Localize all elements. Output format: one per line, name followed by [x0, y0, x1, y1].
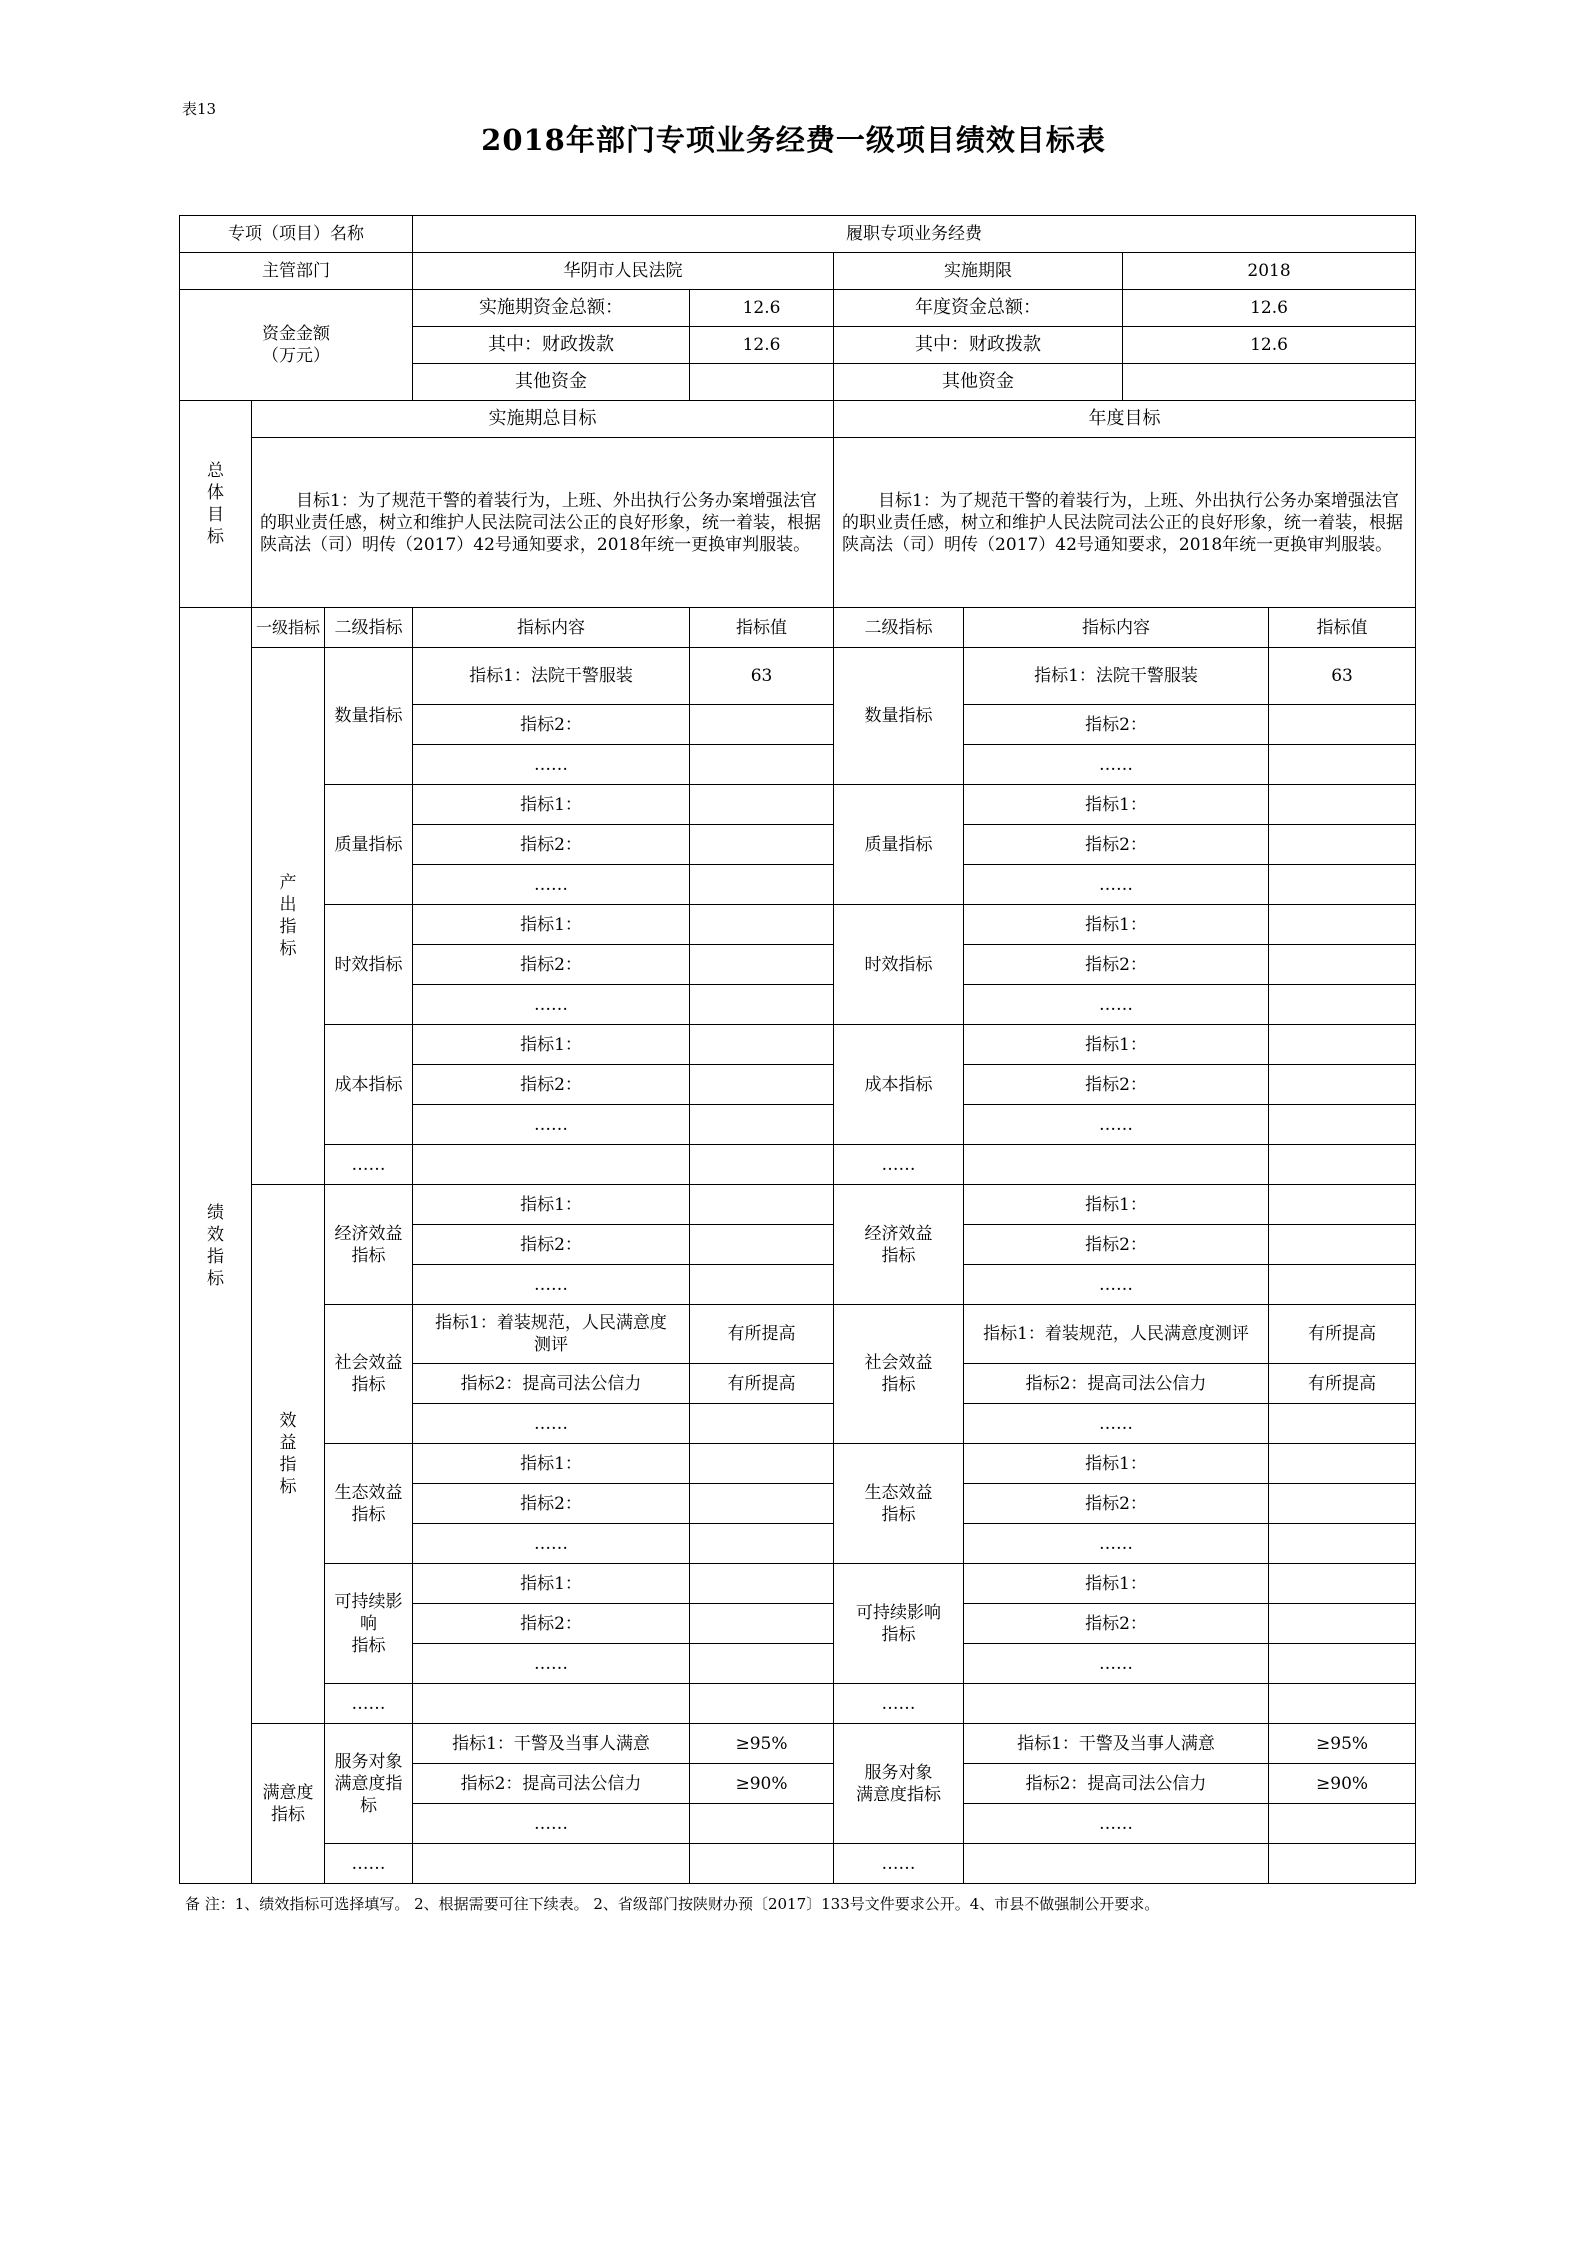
cost-val3-left — [690, 1105, 834, 1145]
project-name-label: 专项（项目）名称 — [180, 216, 413, 253]
eco-val2-right — [1269, 1484, 1416, 1524]
header-value-left: 指标值 — [690, 608, 834, 648]
effect-indicator-label: 效 益 指 标 — [252, 1185, 325, 1724]
annual-goal-header: 年度目标 — [834, 401, 1416, 438]
service-ind2-right: 指标2：提高司法公信力 — [964, 1764, 1269, 1804]
quantity-val2-left — [690, 705, 834, 745]
timeliness-label-right: 时效指标 — [834, 905, 964, 1025]
quantity-val1-left: 63 — [690, 648, 834, 705]
impl-total-value: 12.6 — [690, 290, 834, 327]
timeliness-ind2-right: 指标2： — [964, 945, 1269, 985]
output-more-content-left — [413, 1145, 690, 1185]
timeliness-val2-right — [1269, 945, 1416, 985]
annual-fiscal-label: 其中：财政拨款 — [834, 327, 1123, 364]
header-level2-right: 二级指标 — [834, 608, 964, 648]
economic-ind2-right: 指标2： — [964, 1225, 1269, 1265]
cost-val2-left — [690, 1065, 834, 1105]
quality-ellipsis-right: …… — [964, 865, 1269, 905]
performance-indicator-side-label: 绩 效 指 标 — [180, 608, 252, 1884]
economic-val1-left — [690, 1185, 834, 1225]
satisfaction-more-value-right — [1269, 1844, 1416, 1884]
service-val2-left: ≥90% — [690, 1764, 834, 1804]
cost-val1-right — [1269, 1025, 1416, 1065]
impl-fiscal-value: 12.6 — [690, 327, 834, 364]
sustain-ellipsis-right: …… — [964, 1644, 1269, 1684]
quantity-label-left: 数量指标 — [325, 648, 413, 785]
timeliness-label-left: 时效指标 — [325, 905, 413, 1025]
annual-fiscal-value: 12.6 — [1123, 327, 1416, 364]
quality-ind1-left: 指标1： — [413, 785, 690, 825]
social-val2-left: 有所提高 — [690, 1364, 834, 1404]
social-val1-right: 有所提高 — [1269, 1305, 1416, 1364]
output-more-right: …… — [834, 1145, 964, 1185]
cost-ind2-right: 指标2： — [964, 1065, 1269, 1105]
satisfaction-indicator-label: 满意度 指标 — [252, 1724, 325, 1884]
eco-label-right: 生态效益 指标 — [834, 1444, 964, 1564]
sustain-val1-left — [690, 1564, 834, 1604]
sustain-val3-right — [1269, 1644, 1416, 1684]
cost-label-right: 成本指标 — [834, 1025, 964, 1145]
department-value: 华阴市人民法院 — [413, 253, 834, 290]
social-val3-right — [1269, 1404, 1416, 1444]
sustain-val2-left — [690, 1604, 834, 1644]
timeliness-ind1-left: 指标1： — [413, 905, 690, 945]
satisfaction-more-left: …… — [325, 1844, 413, 1884]
quantity-ellipsis-right: …… — [964, 745, 1269, 785]
annual-goal-text: 目标1：为了规范干警的着装行为，上班、外出执行公务办案增强法官的职业责任感，树立和维护人民法院司法公正的良好形象，统一着装，根据陕高法（司）明传（2017）42号通知要求，2018年统一更换审判服装。 — [834, 438, 1416, 608]
eco-val2-left — [690, 1484, 834, 1524]
sustain-ind1-right: 指标1： — [964, 1564, 1269, 1604]
economic-val2-left — [690, 1225, 834, 1265]
impl-goal-header: 实施期总目标 — [252, 401, 834, 438]
quality-label-left: 质量指标 — [325, 785, 413, 905]
eco-ind1-left: 指标1： — [413, 1444, 690, 1484]
social-ind1-right: 指标1：着装规范，人民满意度测评 — [964, 1305, 1269, 1364]
sustain-ind2-right: 指标2： — [964, 1604, 1269, 1644]
service-val3-left — [690, 1804, 834, 1844]
project-name-value: 履职专项业务经费 — [413, 216, 1416, 253]
sustain-ind2-left: 指标2： — [413, 1604, 690, 1644]
economic-ellipsis-left: …… — [413, 1265, 690, 1305]
quality-val3-right — [1269, 865, 1416, 905]
department-label: 主管部门 — [180, 253, 413, 290]
timeliness-ind2-left: 指标2： — [413, 945, 690, 985]
quantity-ind2-left: 指标2： — [413, 705, 690, 745]
quantity-ind2-right: 指标2： — [964, 705, 1269, 745]
quantity-ellipsis-left: …… — [413, 745, 690, 785]
eco-ellipsis-left: …… — [413, 1524, 690, 1564]
service-val1-right: ≥95% — [1269, 1724, 1416, 1764]
quality-ind2-right: 指标2： — [964, 825, 1269, 865]
quantity-val2-right — [1269, 705, 1416, 745]
quantity-ind1-left: 指标1：法院干警服装 — [413, 648, 690, 705]
effect-more-value-left — [690, 1684, 834, 1724]
quality-val2-right — [1269, 825, 1416, 865]
social-ellipsis-left: …… — [413, 1404, 690, 1444]
service-ind1-left: 指标1：干警及当事人满意 — [413, 1724, 690, 1764]
timeliness-val3-right — [1269, 985, 1416, 1025]
timeliness-ind1-right: 指标1： — [964, 905, 1269, 945]
service-ellipsis-left: …… — [413, 1804, 690, 1844]
page-title: 2018年部门专项业务经费一级项目绩效目标表 — [481, 123, 1106, 157]
header-value-right: 指标值 — [1269, 608, 1416, 648]
quality-ind1-right: 指标1： — [964, 785, 1269, 825]
economic-ind1-right: 指标1： — [964, 1185, 1269, 1225]
social-val2-right: 有所提高 — [1269, 1364, 1416, 1404]
quantity-label-right: 数量指标 — [834, 648, 964, 785]
satisfaction-more-content-left — [413, 1844, 690, 1884]
service-val2-right: ≥90% — [1269, 1764, 1416, 1804]
eco-ellipsis-right: …… — [964, 1524, 1269, 1564]
header-level2-left: 二级指标 — [325, 608, 413, 648]
effect-more-value-right — [1269, 1684, 1416, 1724]
header-content-left: 指标内容 — [413, 608, 690, 648]
service-ind2-left: 指标2：提高司法公信力 — [413, 1764, 690, 1804]
economic-val3-right — [1269, 1265, 1416, 1305]
sustain-val3-left — [690, 1644, 834, 1684]
quantity-val1-right: 63 — [1269, 648, 1416, 705]
social-label-left: 社会效益 指标 — [325, 1305, 413, 1444]
quality-label-right: 质量指标 — [834, 785, 964, 905]
fund-amount-label: 资金金额 （万元） — [180, 290, 413, 401]
economic-val2-right — [1269, 1225, 1416, 1265]
eco-val3-right — [1269, 1524, 1416, 1564]
quality-val2-left — [690, 825, 834, 865]
eco-label-left: 生态效益 指标 — [325, 1444, 413, 1564]
timeliness-val2-left — [690, 945, 834, 985]
cost-ellipsis-left: …… — [413, 1105, 690, 1145]
timeliness-val3-left — [690, 985, 834, 1025]
quality-val3-left — [690, 865, 834, 905]
service-val1-left: ≥95% — [690, 1724, 834, 1764]
impl-fiscal-label: 其中：财政拨款 — [413, 327, 690, 364]
header-content-right: 指标内容 — [964, 608, 1269, 648]
effect-more-right: …… — [834, 1684, 964, 1724]
sustain-val1-right — [1269, 1564, 1416, 1604]
service-val3-right — [1269, 1804, 1416, 1844]
social-ind1-left: 指标1：着装规范，人民满意度 测评 — [413, 1305, 690, 1364]
cost-ind1-left: 指标1： — [413, 1025, 690, 1065]
impl-total-label: 实施期资金总额： — [413, 290, 690, 327]
economic-val3-left — [690, 1265, 834, 1305]
eco-val3-left — [690, 1524, 834, 1564]
output-more-content-right — [964, 1145, 1269, 1185]
timeliness-val1-right — [1269, 905, 1416, 945]
sustain-ind1-left: 指标1： — [413, 1564, 690, 1604]
economic-ind1-left: 指标1： — [413, 1185, 690, 1225]
sustain-ellipsis-left: …… — [413, 1644, 690, 1684]
annual-other-value — [1123, 364, 1416, 401]
header-level1: 一级指标 — [252, 608, 325, 648]
quality-ellipsis-left: …… — [413, 865, 690, 905]
service-label-right: 服务对象 满意度指标 — [834, 1724, 964, 1844]
eco-ind2-right: 指标2： — [964, 1484, 1269, 1524]
cost-ellipsis-right: …… — [964, 1105, 1269, 1145]
timeliness-ellipsis-left: …… — [413, 985, 690, 1025]
performance-goal-table — [179, 215, 1416, 1884]
timeliness-ellipsis-right: …… — [964, 985, 1269, 1025]
effect-more-content-right — [964, 1684, 1269, 1724]
quality-val1-right — [1269, 785, 1416, 825]
satisfaction-more-content-right — [964, 1844, 1269, 1884]
output-more-value-left — [690, 1145, 834, 1185]
social-ind2-right: 指标2：提高司法公信力 — [964, 1364, 1269, 1404]
economic-val1-right — [1269, 1185, 1416, 1225]
period-label: 实施期限 — [834, 253, 1123, 290]
table-number-label: 表13 — [182, 100, 217, 118]
annual-total-value: 12.6 — [1123, 290, 1416, 327]
social-val3-left — [690, 1404, 834, 1444]
cost-ind1-right: 指标1： — [964, 1025, 1269, 1065]
economic-label-right: 经济效益 指标 — [834, 1185, 964, 1305]
service-ind1-right: 指标1：干警及当事人满意 — [964, 1724, 1269, 1764]
period-value: 2018 — [1123, 253, 1416, 290]
service-ellipsis-right: …… — [964, 1804, 1269, 1844]
eco-val1-right — [1269, 1444, 1416, 1484]
satisfaction-more-right: …… — [834, 1844, 964, 1884]
output-more-left: …… — [325, 1145, 413, 1185]
eco-ind2-left: 指标2： — [413, 1484, 690, 1524]
timeliness-val1-left — [690, 905, 834, 945]
effect-more-content-left — [413, 1684, 690, 1724]
cost-ind2-left: 指标2： — [413, 1065, 690, 1105]
quality-ind2-left: 指标2： — [413, 825, 690, 865]
output-indicator-label: 产 出 指 标 — [252, 648, 325, 1185]
eco-ind1-right: 指标1： — [964, 1444, 1269, 1484]
annual-other-label: 其他资金 — [834, 364, 1123, 401]
quantity-val3-right — [1269, 745, 1416, 785]
eco-val1-left — [690, 1444, 834, 1484]
impl-goal-text: 目标1：为了规范干警的着装行为，上班、外出执行公务办案增强法官的职业责任感，树立和维护人民法院司法公正的良好形象，统一着装，根据陕高法（司）明传（2017）42号通知要求，2018年统一更换审判服装。 — [252, 438, 834, 608]
social-val1-left: 有所提高 — [690, 1305, 834, 1364]
cost-val2-right — [1269, 1065, 1416, 1105]
impl-other-label: 其他资金 — [413, 364, 690, 401]
quantity-val3-left — [690, 745, 834, 785]
economic-label-left: 经济效益 指标 — [325, 1185, 413, 1305]
social-ind2-left: 指标2：提高司法公信力 — [413, 1364, 690, 1404]
effect-more-left: …… — [325, 1684, 413, 1724]
social-ellipsis-right: …… — [964, 1404, 1269, 1444]
cost-val1-left — [690, 1025, 834, 1065]
sustain-val2-right — [1269, 1604, 1416, 1644]
output-more-value-right — [1269, 1145, 1416, 1185]
social-label-right: 社会效益 指标 — [834, 1305, 964, 1444]
cost-val3-right — [1269, 1105, 1416, 1145]
sustain-label-left: 可持续影 响 指标 — [325, 1564, 413, 1684]
service-label-left: 服务对象 满意度指 标 — [325, 1724, 413, 1844]
footnote: 备 注：1、绩效指标可选择填写。 2、根据需要可往下续表。 2、省级部门按陕财办预〔2017〕133号文件要求公开。4、市县不做强制公开要求。 — [185, 1895, 1160, 1913]
quantity-ind1-right: 指标1：法院干警服装 — [964, 648, 1269, 705]
impl-other-value — [690, 364, 834, 401]
economic-ellipsis-right: …… — [964, 1265, 1269, 1305]
satisfaction-more-value-left — [690, 1844, 834, 1884]
cost-label-left: 成本指标 — [325, 1025, 413, 1145]
economic-ind2-left: 指标2： — [413, 1225, 690, 1265]
quality-val1-left — [690, 785, 834, 825]
sustain-label-right: 可持续影响 指标 — [834, 1564, 964, 1684]
overall-goal-side-label: 总 体 目 标 — [180, 401, 252, 608]
annual-total-label: 年度资金总额： — [834, 290, 1123, 327]
